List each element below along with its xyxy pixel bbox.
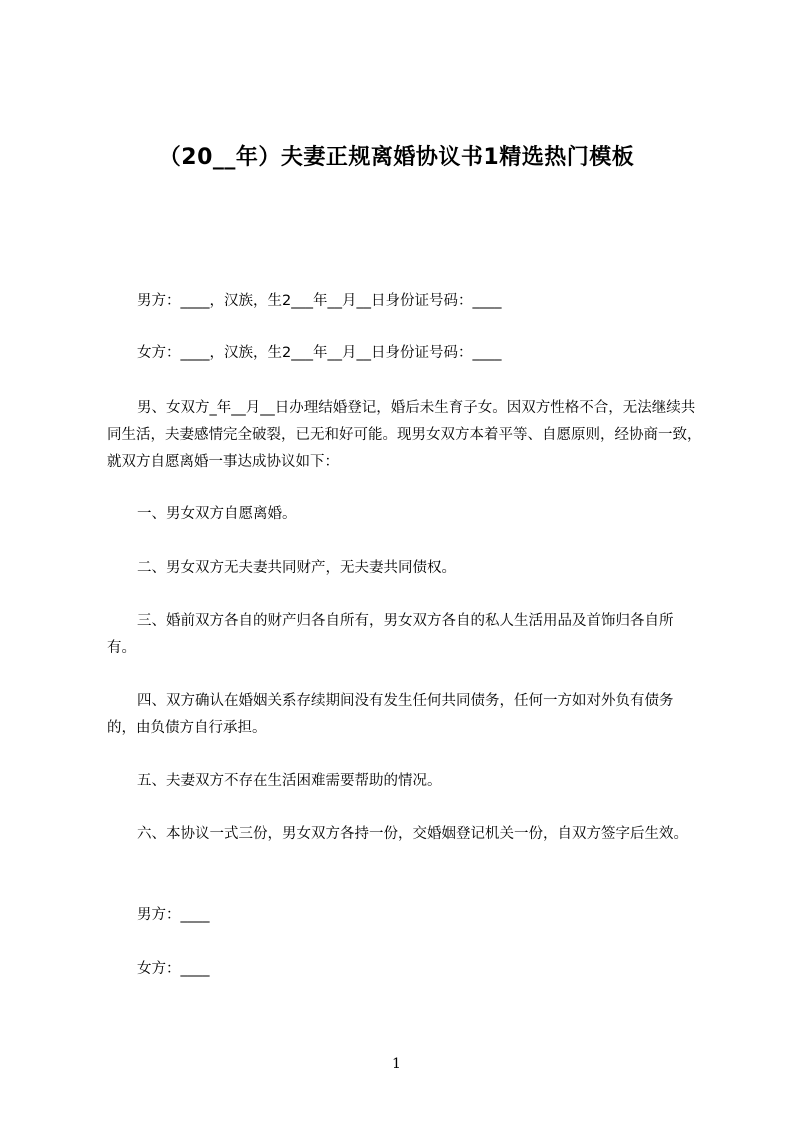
clause-2: 二、男女双方无夫妻共同财产，无夫妻共同债权。 (137, 560, 456, 576)
clause-4: 四、双方确认在婚姻关系存续期间没有发生任何共同债务，任何一方如对外负有债务的，由负债方自行承担。 (107, 693, 674, 736)
paragraph-husband-info: 男方：____，汉族，生2___年__月__日身份证号码：____ (137, 293, 502, 309)
clause-1: 一、男女双方自愿离婚。 (137, 506, 297, 522)
document-title: （20__年）夫妻正规离婚协议书1精选热门模板 (158, 145, 635, 170)
clause-6: 六、本协议一式三份，男女双方各持一份，交婚姻登记机关一份，自双方签字后生效。 (137, 826, 688, 842)
clause-3: 三、婚前双方各自的财产归各自所有，男女双方各自的私人生活用品及首饰归各自所有。 (107, 613, 674, 656)
paragraph-wife-info: 女方：____，汉族，生2___年__月__日身份证号码：____ (137, 345, 502, 361)
signature-wife: 女方：____ (137, 961, 210, 977)
clause-5: 五、夫妻双方不存在生活困难需要帮助的情况。 (137, 773, 442, 789)
signature-husband: 男方：____ (137, 907, 210, 923)
page-number: 1 (392, 1056, 401, 1072)
paragraph-background: 男、女双方_年__月__日办理结婚登记，婚后未生育子女。因双方性格不合，无法继续共同生活，夫妻感情完全破裂，已无和好可能。现男女双方本着平等、自愿原则，经协商一致，就双方自愿离婚一事达成协议如下： (107, 400, 702, 470)
